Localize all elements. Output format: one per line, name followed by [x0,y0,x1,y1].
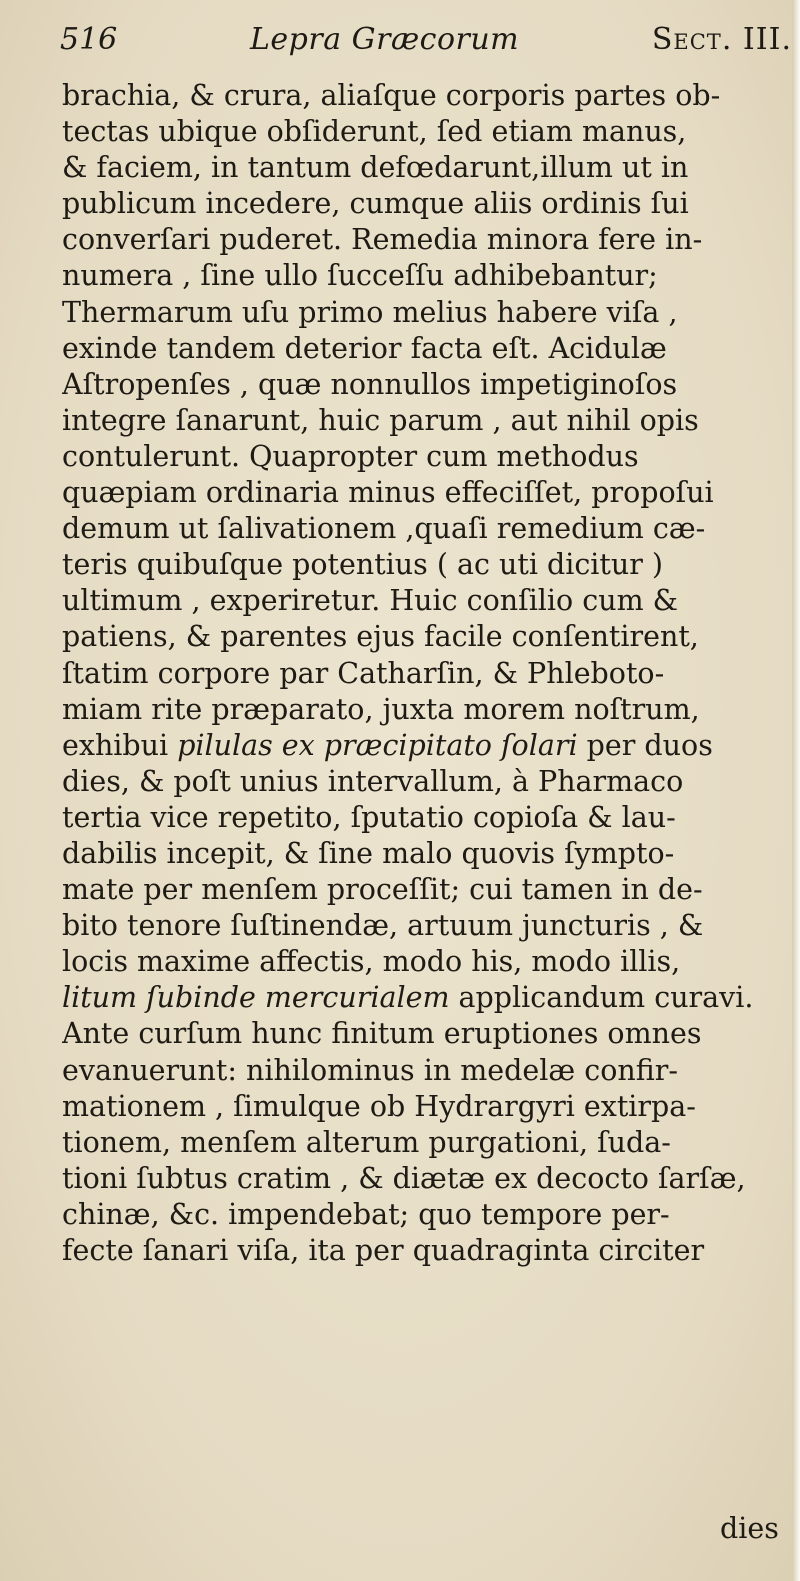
text-line: exhibui pilulas ex præcipitato ſolari per duos [62,728,713,762]
text-line: tectas ubique obſiderunt, ſed etiam manus, [62,115,687,149]
text-line: exinde tandem deterior facta eſt. Acidulæ [62,331,667,365]
text-line: numera , ſine ullo ſucceſſu adhibebantur; [62,259,658,293]
body-text [62,78,788,1269]
italic-phrase: litum ſubinde mercurialem [62,981,450,1015]
text-line: mate per menſem proceſſit; cui tamen in de- [62,873,703,907]
text-line: mationem , ſimulque ob Hydrargyri extirpa- [62,1089,696,1123]
text-line: chinæ, &c. impendebat; quo tempore per- [62,1197,670,1231]
italic-phrase: pilulas ex præcipitato ſolari [177,728,578,762]
text-line: tertia vice repetito, ſputatio copioſa & lau- [62,800,676,834]
text-line: Aſtropenſes , quæ nonnullos impetiginoſos [62,367,678,401]
text-line: bito tenore ſuſtinendæ, artuum juncturis , & [62,909,704,943]
section-label: Sect. III. [651,22,792,57]
text-line: & faciem, in tantum defœdarunt,illum ut in [62,151,689,185]
text-line: quæpiam ordinaria minus effeciſſet, propoſui [62,476,714,510]
text-line: dies, & poſt unius intervallum, à Pharmaco [62,764,684,798]
text-line: integre ſanarunt, huic parum , aut nihil opis [62,403,699,437]
text-line: locis maxime affectis, modo his, modo illis, [62,945,681,979]
text-line: brachia, & crura, aliaſque corporis partes ob- [62,79,721,112]
text-line: fecte ſanari viſa, ita per quadraginta circiter [62,1234,705,1267]
page-header [60,22,792,70]
text-line: evanuerunt: nihilominus in medelæ confir- [62,1053,678,1087]
text-line: converſari puderet. Remedia minora fere in- [62,223,703,257]
page-number: 516 [60,22,118,57]
text-line: demum ut ſalivationem ,quaſi remedium cæ- [62,512,706,546]
text-line: tionem, menſem alterum purgationi, ſuda- [62,1125,671,1159]
text-line: Thermarum uſu primo melius habere viſa , [62,295,678,329]
running-title: Lepra Græcorum [250,22,520,57]
text-line: contulerunt. Quapropter cum methodus [62,439,639,473]
text-line: ſtatim corpore par Catharſin, & Phleboto- [62,656,665,690]
text-line: ultimum , experiretur. Huic conſilio cum & [62,584,679,618]
text-line: miam rite præparato, juxta morem noſtrum, [62,692,700,726]
text-line: patiens, & parentes ejus facile conſentirent, [62,620,699,654]
text-line: tioni ſubtus cratim , & diætæ ex decocto ſarſæ, [62,1161,746,1195]
page-edge [792,0,800,1581]
catchword: dies [720,1512,779,1545]
text-line: dabilis incepit, & ſine malo quovis ſympto- [62,836,675,870]
text-line: Ante curſum hunc finitum eruptiones omnes [62,1017,702,1051]
text-line: teris quibuſque potentius ( ac uti dicitur ) [62,548,664,582]
text-line: publicum incedere, cumque aliis ordinis ſui [62,187,689,221]
text-line: litum ſubinde mercurialem applicandum curavi. [62,981,754,1015]
